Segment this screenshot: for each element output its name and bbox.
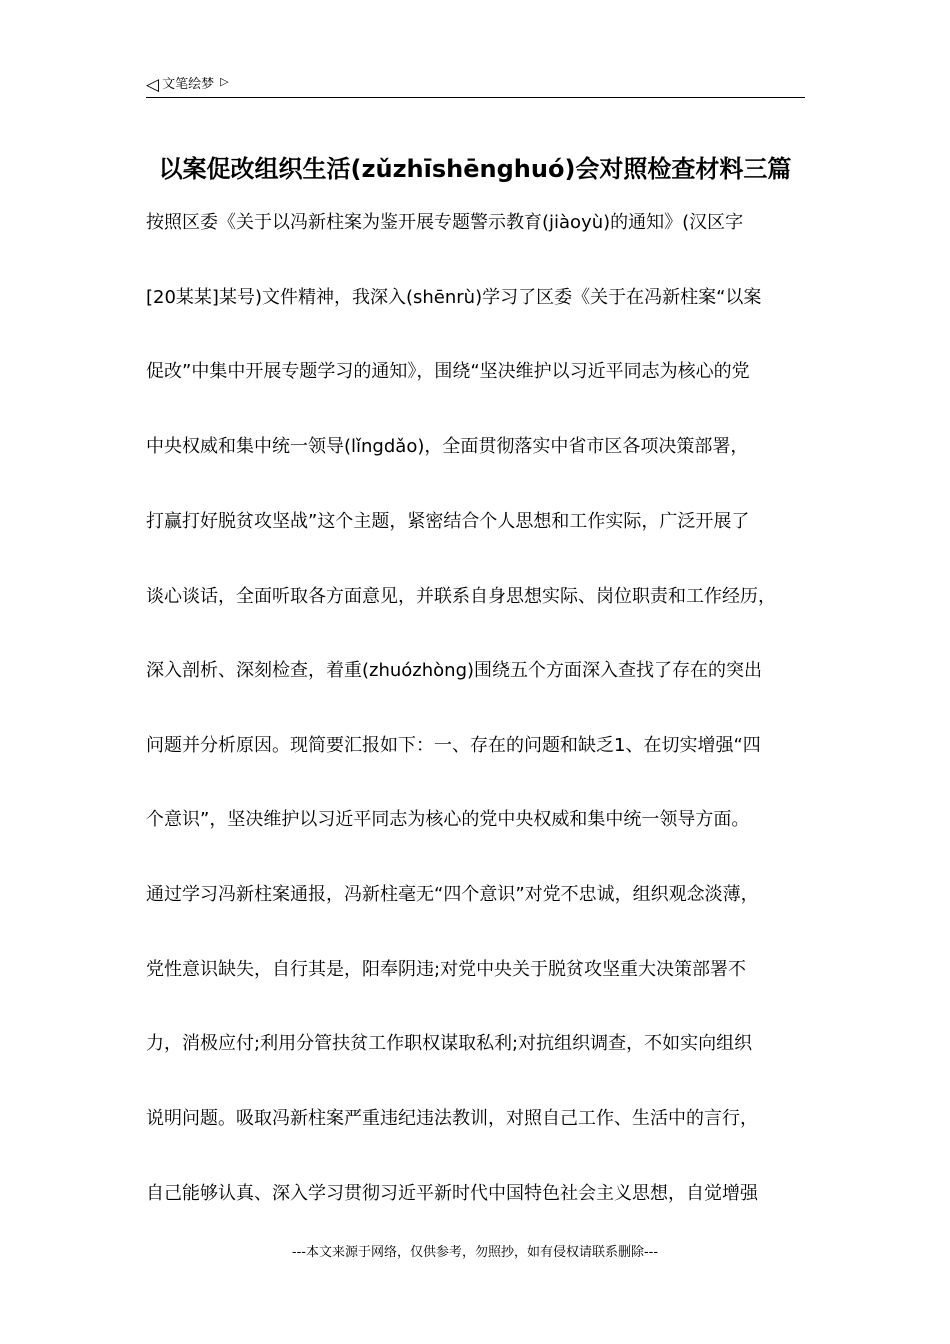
paragraph-line: 个意识”，坚决维护以习近平同志为核心的党中央权威和集中统一领导方面。 (146, 809, 750, 830)
paragraph-line: 党性意识缺失，自行其是，阳奉阴违;对党中央关于脱贫攻坚重大决策部署不 (146, 959, 747, 980)
paragraph-line: 按照区委《关于以冯新柱案为鉴开展专题警示教育(jiàoyù)的通知》(汉区字 (146, 212, 744, 233)
paragraph-line: 谈心谈话，全面听取各方面意见，并联系自身思想实际、岗位职责和工作经历， (146, 586, 776, 607)
header-rule (146, 97, 805, 98)
left-triangle-icon: ◁ (146, 75, 160, 95)
paragraph-line: 问题并分析原因。现简要汇报如下：一、存在的问题和缺乏1、在切实增强“四 (146, 735, 761, 756)
right-triangle-icon: ▷ (220, 75, 229, 88)
header-label: 文笔绘梦 (162, 77, 215, 92)
paragraph-line: 力，消极应付;利用分管扶贫工作职权谋取私利;对抗组织调查，不如实向组织 (146, 1033, 753, 1054)
paragraph-line: 打赢打好脱贫攻坚战”这个主题，紧密结合个人思想和工作实际，广泛开展了 (146, 511, 750, 532)
paragraph-line: 自己能够认真、深入学习贯彻习近平新时代中国特色社会主义思想，自觉增强 (146, 1183, 758, 1204)
paragraph-line: 中央权威和集中统一领导(lǐngdǎo)，全面贯彻落实中省市区各项决策部署， (146, 436, 749, 457)
paragraph-line: 通过学习冯新柱案通报，冯新柱毫无“四个意识”对党不忠诚，组织观念淡薄， (146, 884, 759, 905)
page-footer: ---本文来源于网络，仅供参考，勿照抄，如有侵权请联系删除--- (291, 1245, 659, 1260)
paragraph-line: 说明问题。吸取冯新柱案严重违纪违法教训，对照自己工作、生活中的言行， (146, 1108, 758, 1129)
paragraph-line: 促改”中集中开展专题学习的通知》，围绕“坚决维护以习近平同志为核心的党 (146, 361, 750, 382)
page-header (146, 74, 805, 96)
document-title: 以案促改组织生活(zǔzhīshēnghuó)会对照检查材料三篇 (158, 155, 792, 183)
paragraph-line: 深入剖析、深刻检查，着重(zhuózhòng)围绕五个方面深入查找了存在的突出 (146, 660, 763, 681)
paragraph-line: [20某某]某号)文件精神，我深入(shēnrù)学习了区委《关于在冯新柱案“以案 (146, 287, 762, 308)
